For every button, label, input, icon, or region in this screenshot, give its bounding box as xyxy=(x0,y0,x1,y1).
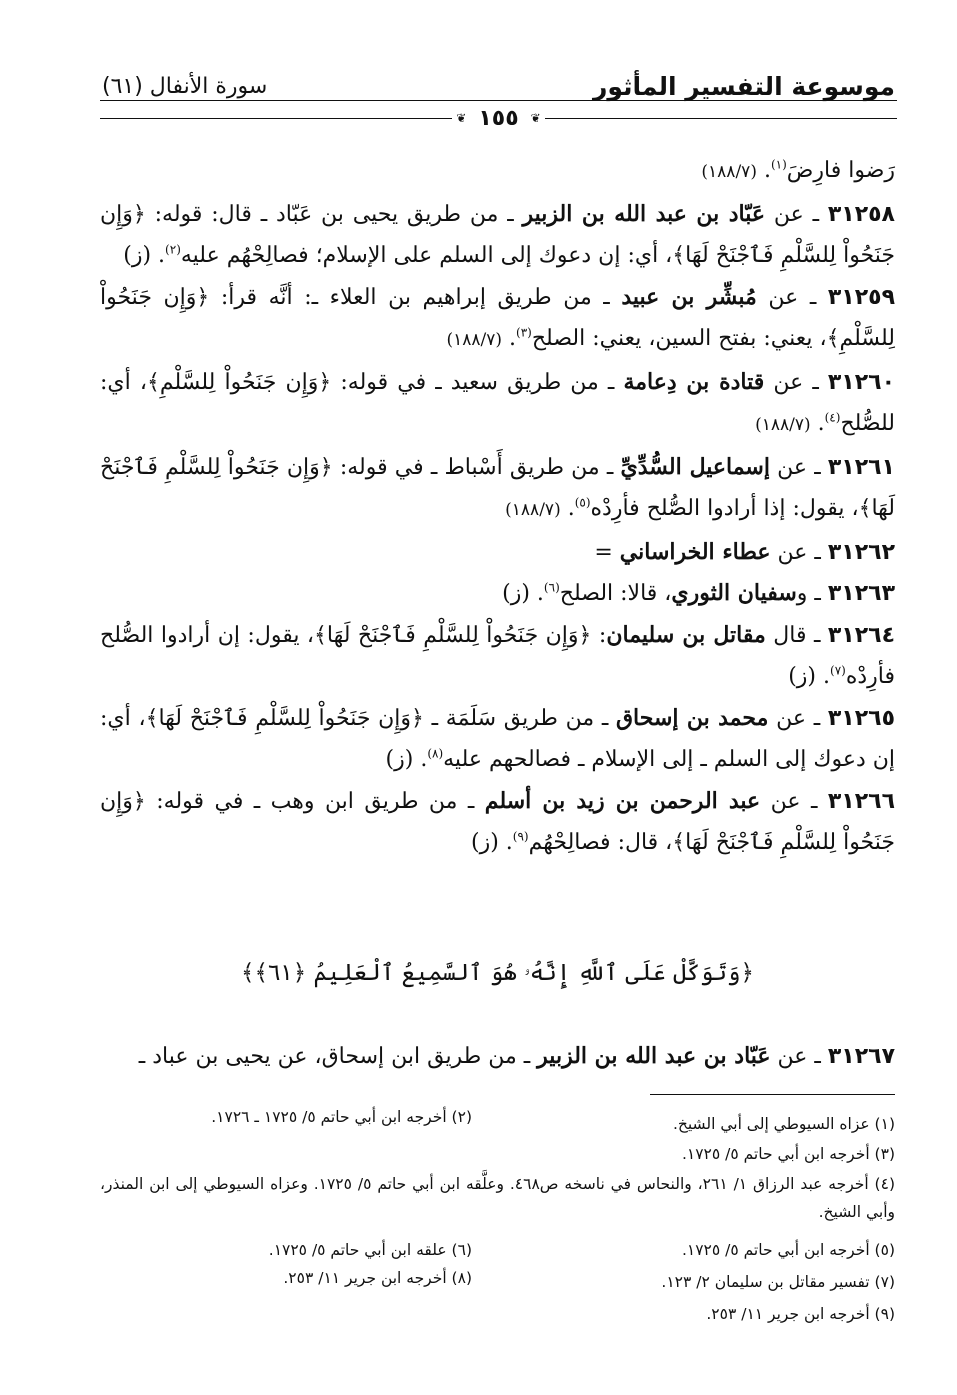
narrator-name: عَبّاد بن عبد الله بن الزبير xyxy=(537,1043,771,1069)
quran-quote: ﴿وَإِن جَنَحُواْ لِلسَّلْمِ فَٱجْنَحْ لَهَا﴾ xyxy=(100,788,895,855)
paragraph xyxy=(100,150,895,194)
main-text xyxy=(100,150,895,864)
quran-quote: ﴿وَإِن جَنَحُواْ لِلسَّلْمِ﴾ xyxy=(146,369,332,395)
source-ref: (١٨٨/٧) xyxy=(701,162,757,182)
narration-31261 xyxy=(100,447,895,532)
text: ـ عن xyxy=(760,788,828,814)
narration-number: ٣١٢٥٩ xyxy=(827,284,896,310)
page-number: ١٥٥ xyxy=(478,105,519,131)
footnote-ref: (٧) xyxy=(830,663,846,678)
footnote-4: (٤) أخرجه عبد الرزاق ١/ ٢٦١، والنحاس في ناسخه ص٤٦٨. وعلَّقه ابن أبي حاتم ٥/ ١٧٢٥. وعزاه السيوطي إلى ابن المنذر، وأبي الشيخ. xyxy=(100,1175,895,1221)
narrator-name: عبد الرحمن بن زيد بن أسلم xyxy=(484,787,761,814)
text: ـ عن xyxy=(765,201,828,227)
narrator-name: سفيان الثوري xyxy=(671,580,797,606)
text: : xyxy=(591,622,607,648)
text: ـ من طريق يحيى بن عَبّاد ـ قال: قوله: xyxy=(145,201,523,227)
footnote-9: (٩) أخرجه ابن جرير ١١/ ٢٥٣. xyxy=(706,1305,895,1323)
narration-31265 xyxy=(100,698,895,781)
narration-number: ٣١٢٦٧ xyxy=(827,1044,895,1069)
narrator-name: عطاء الخراساني xyxy=(619,538,771,565)
text: . xyxy=(560,496,575,521)
book-title: موسوعة التفسير المأثور xyxy=(593,72,895,101)
text: ـ و xyxy=(796,581,828,606)
narration-number: ٣١٢٦٠ xyxy=(827,369,895,395)
page-number-row xyxy=(100,104,897,132)
text: ـ عن xyxy=(770,539,828,565)
narration-31263 xyxy=(100,573,895,615)
footnote-ref: (٩) xyxy=(512,829,529,844)
narration-number: ٣١٢٦٣ xyxy=(827,581,895,606)
text: . xyxy=(502,326,517,351)
narrator-name: مُبشِّر بن عبيد xyxy=(621,283,757,310)
narration-number: ٣١٢٦٥ xyxy=(827,705,895,731)
text: . (ز) xyxy=(123,243,166,268)
header-rule xyxy=(100,100,897,101)
footnote-ref: (٤) xyxy=(824,410,841,425)
surah-header: سورة الأنفال (٦١) xyxy=(102,74,268,99)
narration-31260 xyxy=(100,362,895,447)
text: ـ عن xyxy=(769,454,828,480)
text: = xyxy=(594,539,620,565)
text: ، يعني: بفتح السين، يعني: الصلح xyxy=(531,326,827,351)
ornament-icon: ❦ xyxy=(456,111,467,125)
quran-quote: ﴿وَإِن جَنَحُواْ لِلسَّلْمِ فَٱجْنَحْ لَهَا﴾ xyxy=(145,705,424,731)
text: . (ز) xyxy=(385,747,428,772)
footnote-1: (١) عزاه السيوطي إلى أبي الشيخ. xyxy=(672,1115,895,1133)
quran-quote: ﴿وَإِن جَنَحُواْ لِلسَّلْمِ فَٱجْنَحْ لَهَا﴾ xyxy=(100,201,895,268)
text: ـ عن xyxy=(764,369,828,395)
narrator-name: محمد بن إسحاق xyxy=(615,704,769,731)
narrator-name: مقاتل بن سليمان xyxy=(606,621,766,648)
footnote-2: (٢) أخرجه ابن أبي حاتم ٥/ ١٧٢٥ ـ ١٧٢٦. xyxy=(211,1108,472,1126)
source-ref: (١٨٨/٧) xyxy=(446,330,503,350)
narration-number: ٣١٢٦١ xyxy=(827,454,895,480)
verse-heading: ﴿وَتَوَكَّلْ عَلَى ٱللَّهِ إِنَّهُۥ هُوَ ٱلسَّمِيعُ ٱلْعَلِيمُ ﴿٦١﴾﴾ xyxy=(241,960,754,986)
narrator-name: عَبّاد بن عبد الله بن الزبير xyxy=(522,200,766,227)
narration-31262 xyxy=(100,532,895,574)
footnote-8: (٨) أخرجه ابن جرير ١١/ ٢٥٣. xyxy=(283,1269,472,1287)
text: ـ من طريق ابن وهب ـ في قوله: xyxy=(145,788,485,814)
footnote-ref: (١) xyxy=(770,157,787,172)
footnote-6: (٦) علقه ابن أبي حاتم ٥/ ١٧٢٥. xyxy=(268,1241,472,1259)
ornament-icon: ❦ xyxy=(530,111,541,125)
narration-31259 xyxy=(100,277,895,362)
text: ـ من طريق سَلَمَة ـ xyxy=(423,705,616,731)
footnote-3: (٣) أخرجه ابن أبي حاتم ٥/ ١٧٢٥. xyxy=(681,1145,895,1163)
text: ـ من طريق ابن إسحاق، عن يحيى بن عباد ـ xyxy=(138,1044,538,1069)
text: ، قال: فصالِحْهُم xyxy=(528,830,673,855)
footnote-ref: (٣) xyxy=(516,325,532,340)
text: ، قالا: الصلح xyxy=(559,581,672,606)
text: ـ من طريق إبراهيم بن العلاء ـ: أنَّه قرأ: xyxy=(209,284,622,310)
footnote-7: (٧) تفسير مقاتل بن سليمان ٢/ ١٢٣. xyxy=(661,1273,895,1291)
header-rule-left xyxy=(100,118,452,119)
text: ، أي: للصُّلح xyxy=(100,369,895,436)
text: . xyxy=(756,158,771,183)
footnote-ref: (٢) xyxy=(165,242,181,257)
text: . xyxy=(810,411,825,436)
footnote-ref: (٦) xyxy=(543,580,560,595)
footnote-rule xyxy=(650,1094,895,1095)
footnote-5: (٥) أخرجه ابن أبي حاتم ٥/ ١٧٢٥. xyxy=(681,1241,895,1259)
text: . (ز) xyxy=(470,830,513,855)
narration-31267 xyxy=(100,1036,895,1078)
text: ـ عن xyxy=(756,284,828,310)
text: ـ عن xyxy=(768,705,828,731)
narrator-name: قتادة بن دِعامة xyxy=(623,368,765,395)
text: ـ من طريق سعيد ـ في قوله: xyxy=(331,369,624,395)
text: ـ عن xyxy=(770,1044,828,1069)
source-ref: (١٨٨/٧) xyxy=(755,415,811,435)
text: ـ من طريق أَسْباط ـ في قوله: xyxy=(332,454,621,480)
narration-31264 xyxy=(100,615,895,698)
quran-quote: ﴿وَإِن جَنَحُواْ لِلسَّلْمِ فَٱجْنَحْ لَهَا﴾ xyxy=(314,622,592,648)
narration-number: ٣١٢٦٢ xyxy=(827,539,895,565)
header-rule-right xyxy=(545,118,897,119)
text: رَضوا فارِضَ xyxy=(786,158,895,183)
text: ـ قال xyxy=(765,622,828,648)
narration-31266 xyxy=(100,781,895,864)
text: . (ز) xyxy=(502,581,544,606)
footnote-ref: (٨) xyxy=(427,746,444,761)
quran-quote: ﴿وَإِن جَنَحُواْ لِلسَّلْمِ فَٱجْنَحْ لَهَا﴾ xyxy=(100,454,895,521)
narration-31258 xyxy=(100,194,895,277)
quran-quote: ﴿وَإِن جَنَحُواْ لِلسَّلْمِ﴾ xyxy=(100,284,895,351)
source-ref: (١٨٨/٧) xyxy=(505,500,561,520)
narrator-name: إسماعيل السُّدِّيِّ xyxy=(620,453,770,480)
text: ، أي: إن دعوك إلى السلم على الإسلام؛ فصالِحْهُم عليه xyxy=(180,243,673,268)
text: . (ز) xyxy=(788,664,830,689)
footnote-ref: (٥) xyxy=(574,495,591,510)
text: ، يقول: إذا أرادوا الصُّلح فأرِدْه xyxy=(590,496,859,521)
text: ، أي: إن دعوك إلى السلم ـ إلى الإسلام ـ فصالحهم عليه xyxy=(100,705,895,772)
narration-number: ٣١٢٦٤ xyxy=(827,622,896,648)
narration-number: ٣١٢٥٨ xyxy=(827,201,895,227)
narration-number: ٣١٢٦٦ xyxy=(827,788,895,814)
text: ، يقول: إن أرادوا الصُّلح فأرِدْه xyxy=(100,622,895,689)
